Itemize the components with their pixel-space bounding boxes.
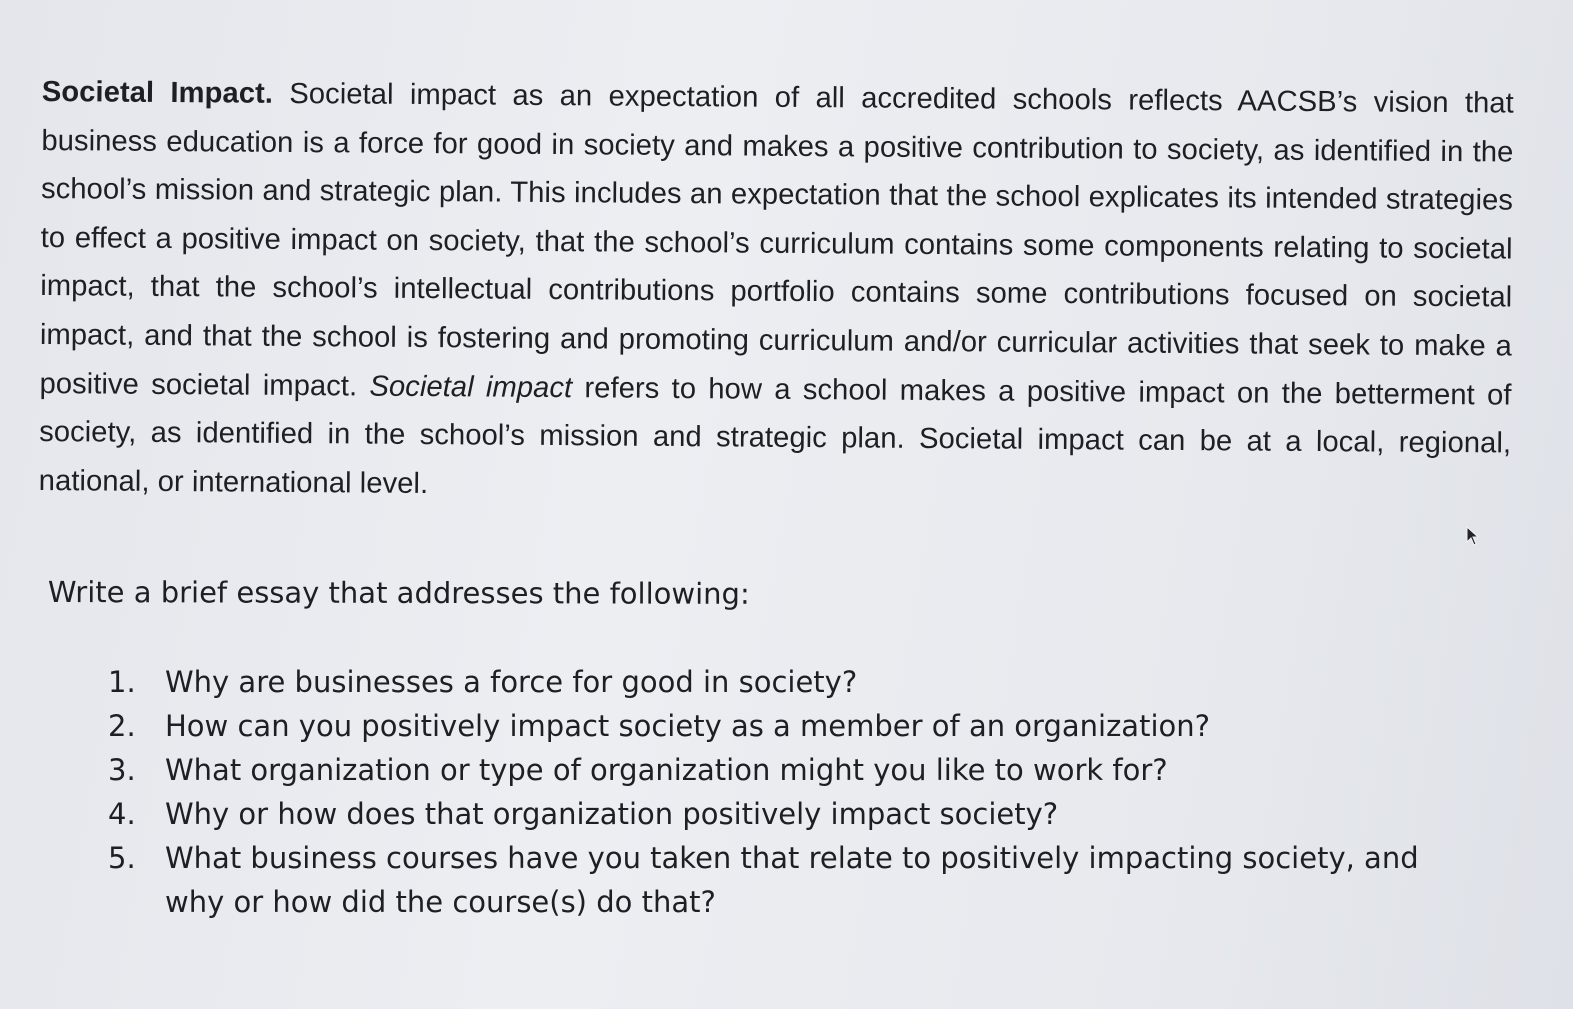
essay-prompt: Write a brief essay that addresses the following: [47,575,750,611]
question-number: 5. [108,841,136,875]
list-item [108,792,1488,836]
definition-italic-term: Societal impact [369,370,573,404]
question-number: 3. [108,753,136,787]
question-number: 1. [108,665,136,699]
question-text: Why are businesses a force for good in society? [165,665,858,699]
definition-paragraph [39,68,1514,517]
list-item [108,748,1488,792]
question-number: 2. [108,709,136,743]
question-text: Why or how does that organization positively impact society? [165,797,1059,831]
mouse-pointer-icon [1466,526,1482,548]
question-number: 4. [108,797,136,831]
question-list [108,660,1488,924]
definition-heading: Societal Impact. [41,75,274,110]
definition-text-part2: refers to how a school makes a positive impact on the betterment of society, as identified in the school’s mission and strategic plan. Societal impact can be at a local, regional, national, or international level. [38,371,1512,500]
question-text: How can you positively impact society as a member of an organization? [165,709,1211,743]
definition-text-part1: Societal impact as an expectation of all accredited schools reflects AACSB’s vision that business education is a force for good in society and makes a positive contribution to society, as identified in the school’s mission and strategic plan. This includes an expectation that the school explicates its intended strategies to effect a positive impact on society, that the school’s curriculum contains some components relating to societal impact, that the school’s intellectual contributions portfolio contains some contributions focused on societal impact, and that the school is fostering and promoting curriculum and/or curricular activities that seek to make a positive societal impact. [39,77,1514,403]
question-text: What business courses have you taken that relate to positively impacting society, and why or how did the course(s) do that? [165,841,1419,919]
list-item [108,704,1488,748]
question-text: What organization or type of organization might you like to work for? [165,753,1168,787]
list-item [108,660,1488,704]
list-item [108,836,1488,924]
